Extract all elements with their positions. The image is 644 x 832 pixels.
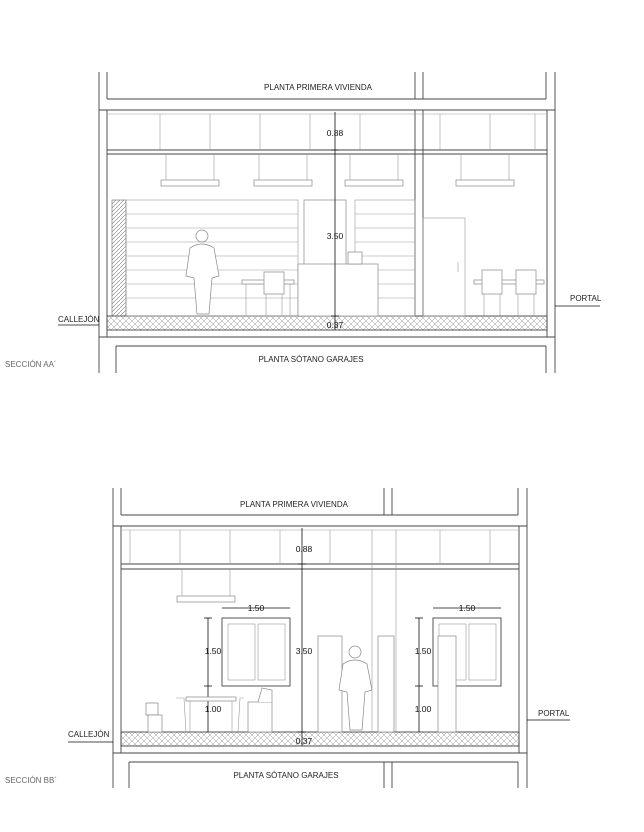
door-right-room [423, 218, 465, 316]
dim-window-width-left: 1.50 [247, 603, 265, 613]
dim-window-height-right: 1.50 [414, 646, 432, 656]
dim-slab-label: 0.37 [295, 736, 313, 746]
dim-ceiling-label: 0.88 [295, 544, 313, 554]
dim-sill-right: 1.00 [414, 704, 432, 714]
dim-height-label: 3.50 [295, 646, 313, 656]
dining-set-left [242, 272, 294, 316]
section-aa [5, 72, 602, 373]
human-figure [186, 230, 219, 314]
floor-slab [113, 732, 527, 753]
section-title: SECCIÓN BB´ [5, 776, 58, 785]
dim-window-width-right: 1.50 [458, 603, 476, 613]
upper-floor-label: PLANTA PRIMERA VIVIENDA [240, 500, 348, 509]
basement-label: PLANTA SÓTANO GARAJES [258, 355, 364, 364]
basement-label: PLANTA SÓTANO GARAJES [233, 771, 339, 780]
callejon-label: CALLEJÓN [58, 315, 100, 324]
dining-set-right [474, 270, 544, 316]
height-dimension-bb [298, 528, 306, 746]
portal-label: PORTAL [538, 709, 570, 718]
callejon-label: CALLEJÓN [68, 730, 110, 739]
human-figure [339, 646, 372, 730]
kitchen-units [298, 200, 378, 316]
dim-ceiling-label: 0.88 [326, 128, 344, 138]
upper-floor-label: PLANTA PRIMERA VIVIENDA [264, 83, 372, 92]
tall-cabinets [318, 636, 456, 732]
section-bb [5, 488, 570, 788]
portal-label: PORTAL [570, 294, 602, 303]
ceiling-lamp [177, 569, 235, 602]
ceiling-lamps [161, 154, 514, 186]
dim-window-height-left: 1.50 [204, 646, 222, 656]
dim-slab-label: 0.37 [326, 320, 344, 330]
dim-height-label: 3.50 [326, 231, 344, 241]
dim-sill-left: 1.00 [204, 704, 222, 714]
section-title: SECCIÓN AA´ [5, 360, 57, 369]
